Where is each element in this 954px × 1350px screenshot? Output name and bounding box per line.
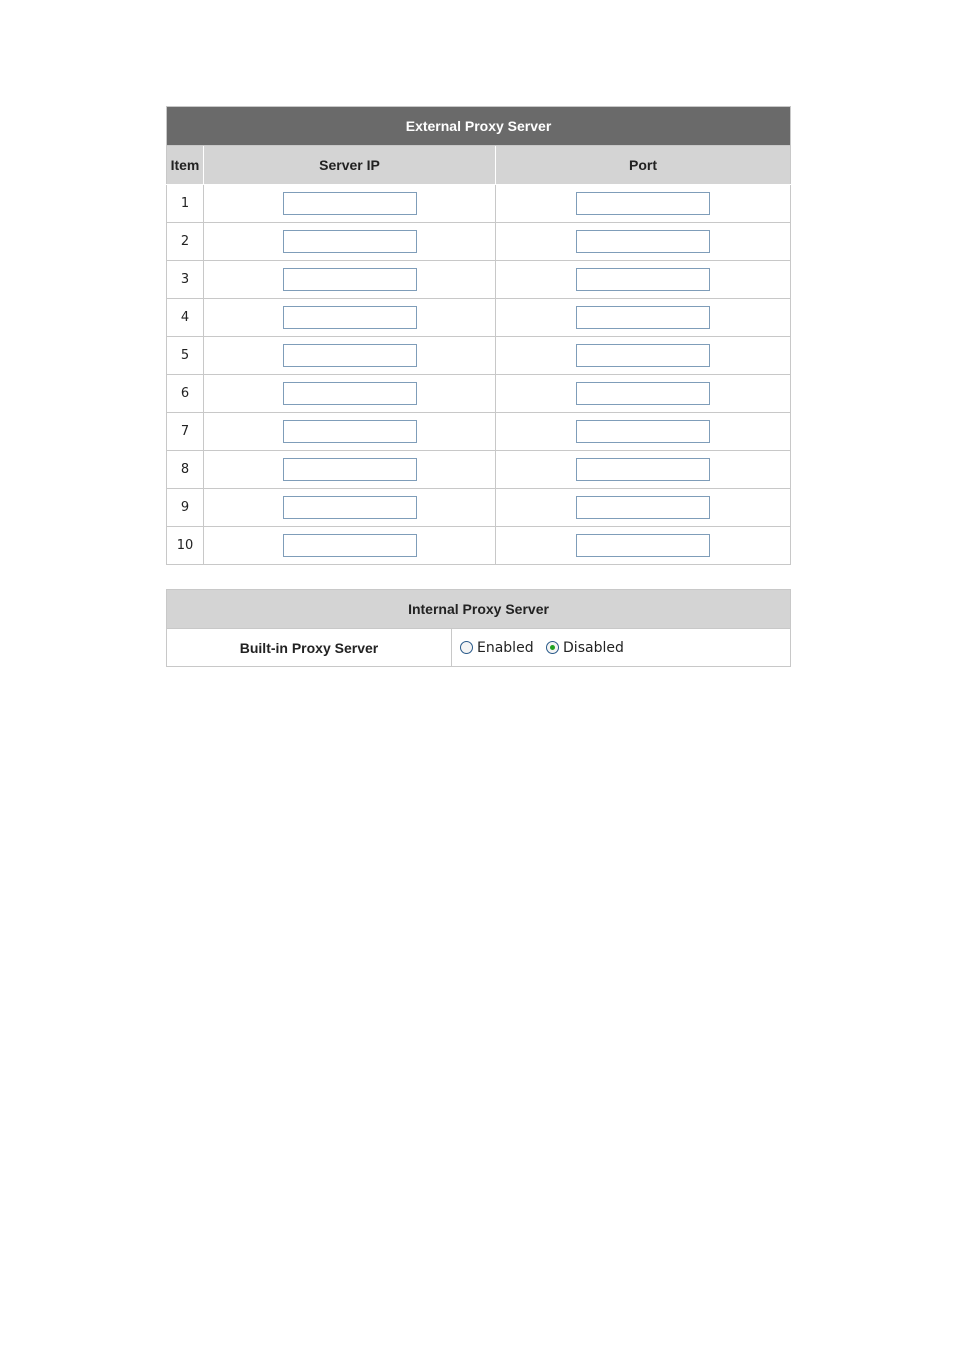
radio-disabled[interactable] <box>546 640 624 656</box>
item-number: 5 <box>167 337 204 375</box>
radio-disabled-label: Disabled <box>563 639 624 656</box>
port-input[interactable] <box>576 230 710 253</box>
port-input[interactable] <box>576 192 710 215</box>
port-input[interactable] <box>576 344 710 367</box>
server-ip-input[interactable] <box>283 192 417 215</box>
builtin-proxy-label: Built-in Proxy Server <box>167 629 452 667</box>
server-ip-cell <box>204 337 496 375</box>
port-input[interactable] <box>576 306 710 329</box>
table-row <box>167 413 791 451</box>
radio-enabled-label: Enabled <box>477 639 534 656</box>
server-ip-cell <box>204 527 496 565</box>
table-row <box>167 261 791 299</box>
port-cell <box>496 223 791 261</box>
port-input[interactable] <box>576 534 710 557</box>
port-cell <box>496 451 791 489</box>
port-cell <box>496 299 791 337</box>
item-number: 10 <box>167 527 204 565</box>
server-ip-cell <box>204 413 496 451</box>
server-ip-cell <box>204 375 496 413</box>
port-cell <box>496 489 791 527</box>
builtin-proxy-options <box>452 629 791 667</box>
port-input[interactable] <box>576 420 710 443</box>
table-row <box>167 489 791 527</box>
server-ip-input[interactable] <box>283 496 417 519</box>
table-row <box>167 299 791 337</box>
server-ip-input[interactable] <box>283 230 417 253</box>
table-row <box>167 527 791 565</box>
server-ip-input[interactable] <box>283 306 417 329</box>
item-number: 2 <box>167 223 204 261</box>
table-row <box>167 223 791 261</box>
table-row <box>167 185 791 223</box>
item-number: 1 <box>167 185 204 223</box>
port-cell <box>496 375 791 413</box>
port-input[interactable] <box>576 496 710 519</box>
server-ip-input[interactable] <box>283 458 417 481</box>
radio-disabled-circle[interactable] <box>546 641 559 654</box>
table-row <box>167 451 791 489</box>
server-ip-cell <box>204 451 496 489</box>
port-cell <box>496 185 791 223</box>
port-input[interactable] <box>576 268 710 291</box>
header-item: Item <box>167 146 204 185</box>
port-cell <box>496 413 791 451</box>
server-ip-input[interactable] <box>283 420 417 443</box>
server-ip-input[interactable] <box>283 382 417 405</box>
port-input[interactable] <box>576 458 710 481</box>
external-proxy-title: External Proxy Server <box>167 107 791 146</box>
server-ip-input[interactable] <box>283 344 417 367</box>
item-number: 8 <box>167 451 204 489</box>
port-cell <box>496 527 791 565</box>
item-number: 9 <box>167 489 204 527</box>
server-ip-input[interactable] <box>283 268 417 291</box>
radio-enabled-circle[interactable] <box>460 641 473 654</box>
server-ip-cell <box>204 261 496 299</box>
header-server-ip: Server IP <box>204 146 496 185</box>
internal-proxy-title: Internal Proxy Server <box>167 590 791 629</box>
server-ip-cell <box>204 223 496 261</box>
server-ip-input[interactable] <box>283 534 417 557</box>
server-ip-cell <box>204 185 496 223</box>
item-number: 3 <box>167 261 204 299</box>
external-proxy-table <box>166 106 791 565</box>
table-row <box>167 375 791 413</box>
port-input[interactable] <box>576 382 710 405</box>
header-port: Port <box>496 146 791 185</box>
table-row <box>167 337 791 375</box>
port-cell <box>496 337 791 375</box>
port-cell <box>496 261 791 299</box>
server-ip-cell <box>204 489 496 527</box>
internal-proxy-table <box>166 589 791 667</box>
item-number: 7 <box>167 413 204 451</box>
server-ip-cell <box>204 299 496 337</box>
radio-enabled[interactable] <box>460 640 534 656</box>
item-number: 4 <box>167 299 204 337</box>
external-proxy-rows <box>167 185 791 565</box>
item-number: 6 <box>167 375 204 413</box>
